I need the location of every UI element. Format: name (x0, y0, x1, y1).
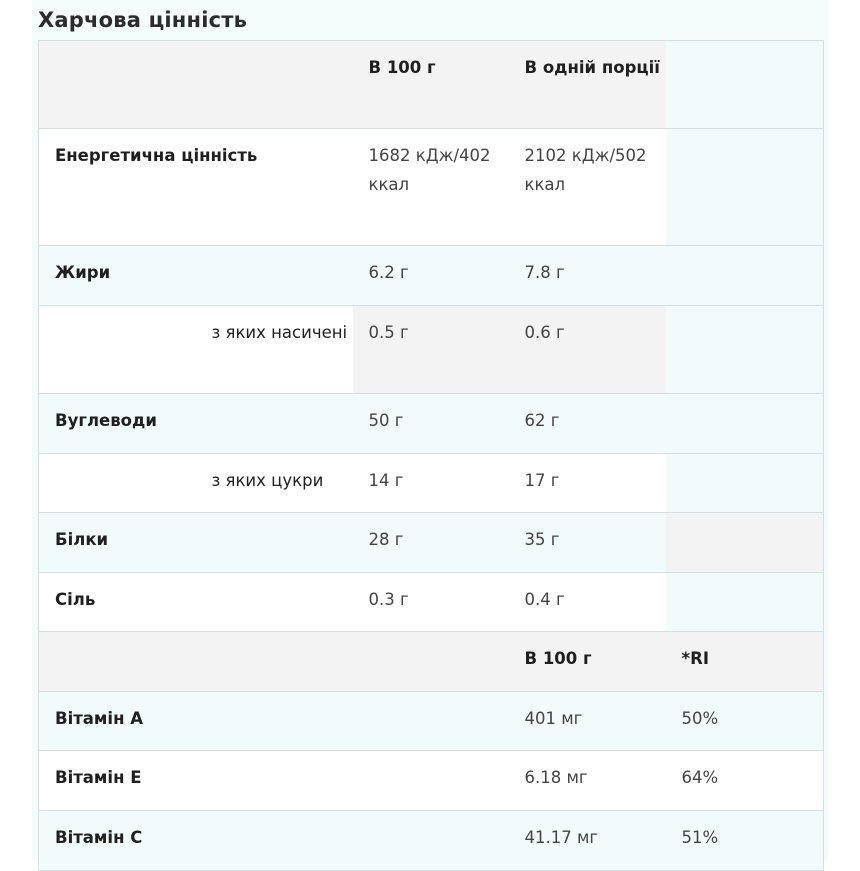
row-value-per100: 0.5 г (353, 306, 509, 394)
table-row (39, 394, 824, 454)
header-empty-cell (353, 632, 509, 692)
table-row (39, 129, 824, 246)
table-row (39, 811, 824, 871)
row-value-portion: 2102 кДж/502 ккал (509, 129, 666, 246)
row-value-portion: 0.6 г (509, 306, 666, 394)
row-value-per100: 401 мг (509, 692, 666, 751)
row-label: Енергетична цінність (39, 129, 353, 246)
row-value-per100: 0.3 г (353, 573, 509, 632)
empty-cell (39, 306, 196, 394)
empty-cell (39, 454, 196, 513)
header-empty-cell (39, 632, 196, 692)
table-row (39, 751, 824, 811)
table-row (39, 306, 824, 394)
header-empty-cell (196, 41, 353, 129)
row-value-per100: 28 г (353, 513, 509, 573)
empty-cell (666, 573, 824, 632)
row-sublabel: з яких цукри (196, 454, 353, 513)
empty-cell (666, 306, 824, 394)
row-label: Вуглеводи (39, 394, 353, 454)
row-value-per100: 14 г (353, 454, 509, 513)
row-value-portion: 17 г (509, 454, 666, 513)
row-label: Жири (39, 246, 353, 306)
row-label: Вітамін A (39, 692, 353, 751)
table-row (39, 513, 824, 573)
row-value-per100: 6.18 мг (509, 751, 666, 811)
header-empty-cell (39, 41, 196, 129)
header-per-portion: В одній порції (509, 41, 666, 129)
row-value-ri: 51% (666, 811, 824, 871)
row-value-ri: 64% (666, 751, 824, 811)
empty-cell (666, 513, 824, 573)
row-value-per100: 6.2 г (353, 246, 509, 306)
table-row (39, 454, 824, 513)
row-label: Сіль (39, 573, 353, 632)
empty-cell (353, 811, 509, 871)
row-value-ri: 50% (666, 692, 824, 751)
row-label: Білки (39, 513, 353, 573)
table-row (39, 692, 824, 751)
empty-cell (353, 751, 509, 811)
empty-cell (666, 394, 824, 454)
row-value-portion: 7.8 г (509, 246, 666, 306)
section-title: Харчова цінність (38, 8, 248, 32)
row-value-portion: 0.4 г (509, 573, 666, 632)
row-label: Вітамін C (39, 811, 353, 871)
row-value-per100: 1682 кДж/402 ккал (353, 129, 509, 246)
row-value-per100: 41.17 мг (509, 811, 666, 871)
table-row (39, 246, 824, 306)
vit-header-ri: *RI (666, 632, 824, 692)
empty-cell (666, 454, 824, 513)
table-row (39, 573, 824, 632)
header-empty-cell (666, 41, 824, 129)
row-sublabel: з яких насичені (196, 306, 353, 394)
empty-cell (666, 246, 824, 306)
empty-cell (353, 692, 509, 751)
row-label: Вітамін E (39, 751, 353, 811)
vit-header-per-100g: В 100 г (509, 632, 666, 692)
vitamin-header-row (39, 632, 824, 692)
row-value-portion: 35 г (509, 513, 666, 573)
header-per-100g: В 100 г (353, 41, 509, 129)
nutrition-table (38, 40, 824, 871)
empty-cell (666, 129, 824, 246)
table-header-row (39, 41, 824, 129)
header-empty-cell (196, 632, 353, 692)
row-value-portion: 62 г (509, 394, 666, 454)
row-value-per100: 50 г (353, 394, 509, 454)
